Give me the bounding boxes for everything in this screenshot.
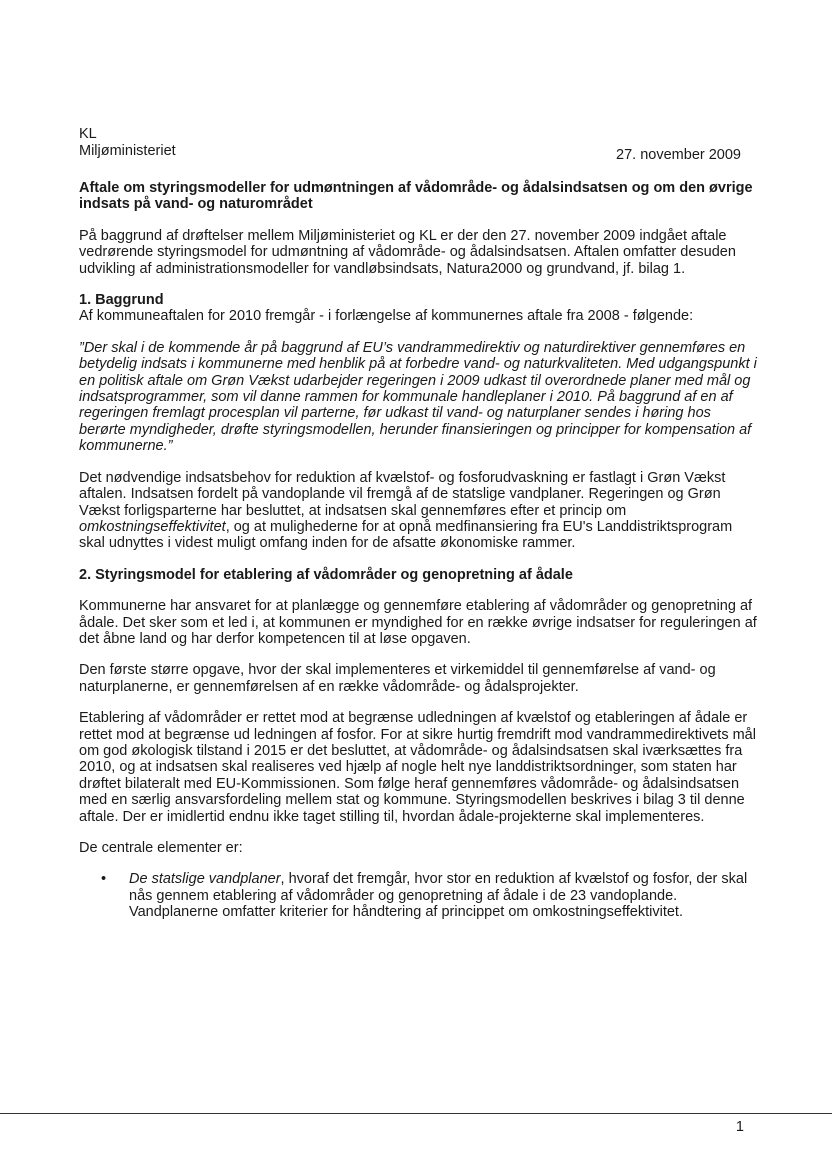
sender-line-kl: KL bbox=[79, 126, 97, 142]
section-2-paragraph-2: Den første større opgave, hvor der skal implementeres et virkemiddel til gennemførelse af vand- og naturplanerne, er gennemførelsen af en række vådområde- og ådalsprojekter. bbox=[79, 662, 716, 695]
page-number: 1 bbox=[735, 1119, 744, 1135]
paragraph-text-before: Det nødvendige indsatsbehov for reduktion af kvælstof- og fosforudvaskning er fastlagt i Grøn Vækst aftalen. Indsatsen fordelt på vandoplande vil fremgå af de statslige vandplaner. Regeringen og Grøn Vækst forligsparterne har besluttet, at indsatsen skal gennemføres efter et princip om bbox=[79, 469, 726, 519]
paragraph-emphasis: omkostningseffektivitet bbox=[79, 518, 226, 535]
section-background bbox=[79, 292, 759, 325]
list-item-emphasis: De statslige vandplaner bbox=[129, 871, 281, 888]
section-1-paragraph bbox=[79, 470, 759, 552]
section-2-paragraph-3: Etablering af vådområder er rettet mod at begrænse udledningen af kvælstof og etableringen af ådale er rettet mod at begrænse ud ledningen af fosfor. For at sikre hurtig fremdrift mod vandrammedirektivets mål om god økologisk tilstand i 2015 er det besluttet, at vådområde- og ådalsindsatsen skal iværksættes fra 2010, og at indsatsen skal realiseres ved hjælp af nogle helt nye landdistriktsordninger, som staten har drøftet bilateralt med EU-Kommissionen. Som følge heraf gennemføres vådområde- og ådalsindsatsen med en særlig ansvarsfordeling mellem stat og kommune. Styringsmodellen beskrives i bilag 3 til denne aftale. Der er imidlertid endnu ikke taget stilling til, hvordan ådale-projekterne skal implementeres. bbox=[79, 710, 756, 825]
section-1-lead: Af kommuneaftalen for 2010 fremgår - i forlængelse af kommunernes aftale fra 2008 - følgende: bbox=[79, 308, 694, 325]
document-title: Aftale om styringsmodeller for udmøntningen af vådområde- og ådalsindsatsen og om den øvrige indsats på vand- og naturområdet bbox=[79, 180, 753, 213]
section-1-heading: 1. Baggrund bbox=[79, 292, 164, 309]
list-intro: De centrale elementer er: bbox=[79, 840, 243, 856]
sender-block bbox=[79, 126, 176, 160]
bullet-icon: • bbox=[101, 871, 107, 888]
document-date: 27. november 2009 bbox=[616, 147, 741, 163]
sender-line-ministry: Miljøministeriet bbox=[79, 143, 176, 159]
paragraph-text-after: , og at mulighederne for at opnå medfinansiering fra EU's Landdistriktsprogram skal udnyttes i videst muligt omfang inden for de afsatte økonomiske rammer. bbox=[79, 518, 733, 552]
list-item-text: , hvoraf det fremgår, hvor stor en reduktion af kvælstof og fosfor, der skal nås gennem etablering af vådområder og genopretning af ådale i de 23 vandoplande. Vandplanerne omfatter kriterier for håndtering af princippet om omkostningseffektivitet. bbox=[129, 871, 748, 921]
footer-divider bbox=[0, 1113, 832, 1114]
document-body bbox=[79, 180, 759, 921]
list-item bbox=[101, 871, 759, 921]
section-2-heading: 2. Styringsmodel for etablering af vådområder og genopretning af ådale bbox=[79, 566, 573, 583]
section-2-paragraph-1: Kommunerne har ansvaret for at planlægge og gennemføre etablering af vådområder og genopretning af ådale. Det sker som et led i, at kommunen er myndighed for en række øvrige indsatser for reguleringen af det åbne land og har derfor kompetencen til at løse opgaven. bbox=[79, 598, 757, 647]
intro-paragraph: På baggrund af drøftelser mellem Miljøministeriet og KL er der den 27. november 2009 indgået aftale vedrørende styringsmodel for udmøntning af vådområde- og ådalsindsatsen. Aftalen omfatter desuden udvikling af administrationsmodeller for vandløbsindsats, Natura2000 og grundvand, jf. bilag 1. bbox=[79, 227, 736, 277]
section-1-quote: ”Der skal i de kommende år på baggrund af EU’s vandrammedirektiv og naturdirektiver gennemføres en betydelig indsats i kommunerne med henblik på at forbedre vand- og naturkvaliteten. Med udgangspunkt i en politisk aftale om Grøn Vækst udarbejder regeringen i 2009 udkast til overordnede planer med mål og indsatsprogrammer, som vil danne rammen for kommunale handleplaner i 2010. På baggrund af en af regeringen fremlagt procesplan vil parterne, før udkast til vand- og naturplaner sendes i høring hos berørte myndigheder, drøfte styringsmodellen, herunder finansieringen og principper for kompensation af kommunerne.” bbox=[79, 339, 757, 455]
key-elements-list bbox=[79, 871, 759, 920]
